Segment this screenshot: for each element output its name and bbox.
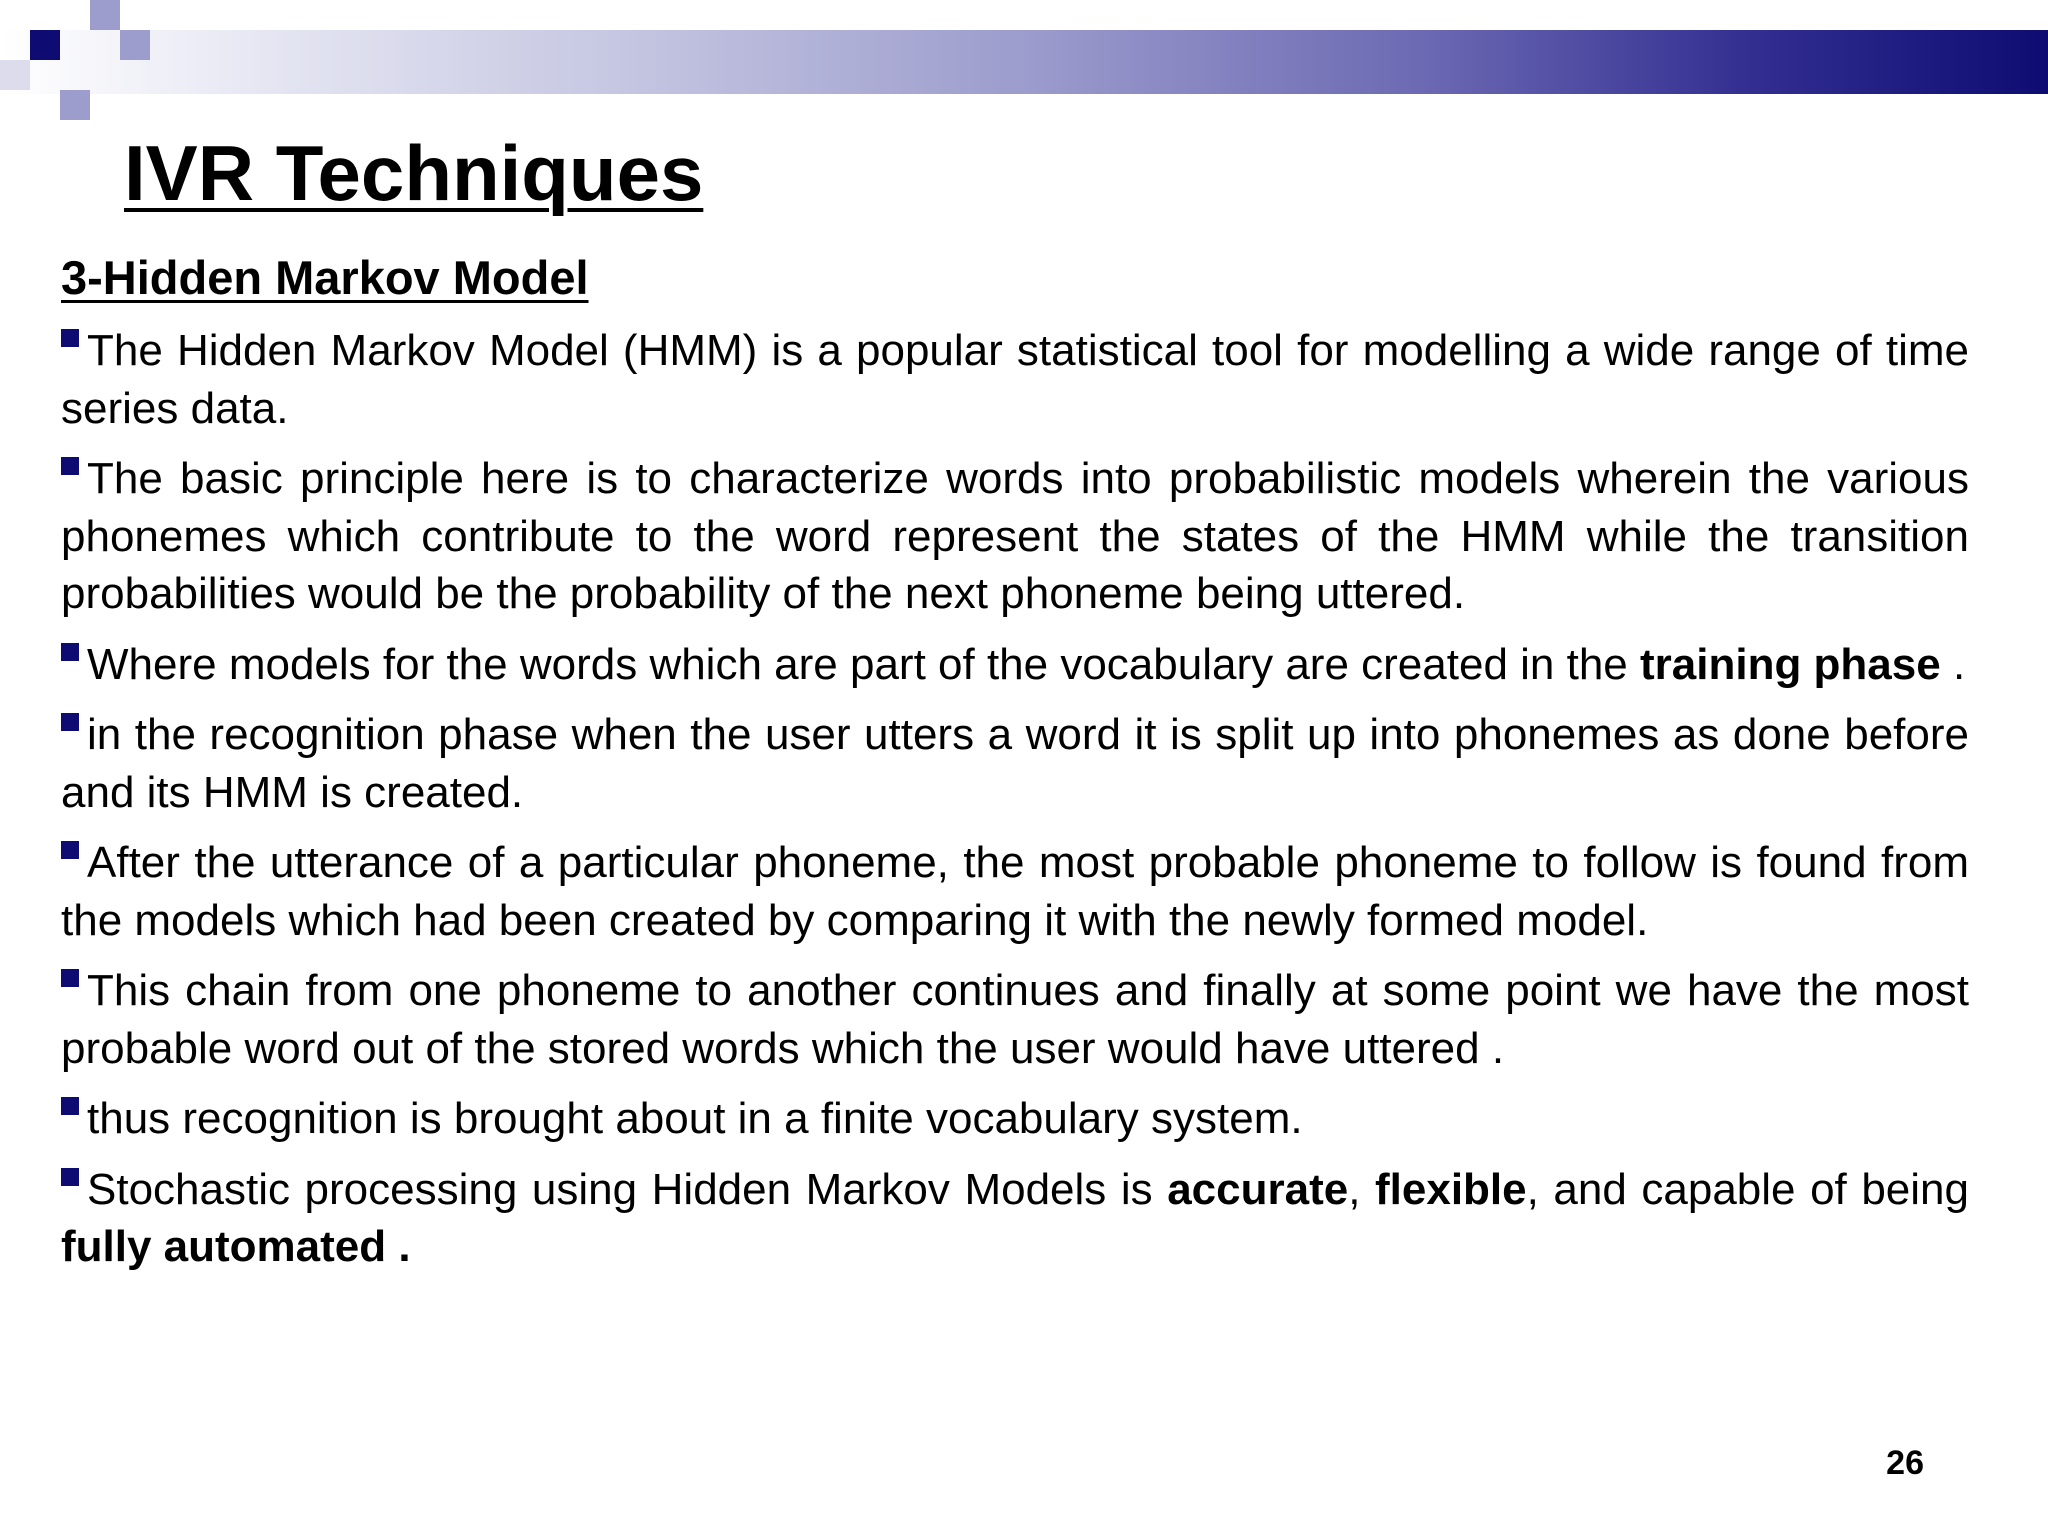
square-bullet-icon xyxy=(61,1168,79,1186)
header-gradient-band xyxy=(0,30,2048,94)
decorative-square xyxy=(120,30,150,60)
square-bullet-icon xyxy=(61,643,79,661)
emphasis-text: fully automated . xyxy=(61,1222,411,1271)
square-bullet-icon xyxy=(61,713,79,731)
square-bullet-icon xyxy=(61,329,79,347)
decorative-square xyxy=(0,60,30,90)
square-bullet-icon xyxy=(61,841,79,859)
bullet-item: The basic principle here is to characterize words into probabilistic models wherein the various phonemes which contribute to the word represent the states of the HMM while the transition probabilities would be the probability of the next phoneme being uttered. xyxy=(61,454,1969,618)
decorative-square xyxy=(60,90,90,120)
square-bullet-icon xyxy=(61,457,79,475)
bullet-item: in the recognition phase when the user utters a word it is split up into phonemes as done before and its HMM is created. xyxy=(61,710,1969,817)
bullet-item: The Hidden Markov Model (HMM) is a popular statistical tool for modelling a wide range of time series data. xyxy=(61,326,1969,433)
bullet-item: thus recognition is brought about in a finite vocabulary system. xyxy=(61,1090,1969,1148)
emphasis-text: training phase xyxy=(1640,639,1941,689)
emphasis-text: flexible xyxy=(1375,1164,1527,1214)
page-number: 26 xyxy=(1886,1444,1924,1482)
bullet-item: After the utterance of a particular phoneme, the most probable phoneme to follow is found from the models which had been created by comparing it with the newly formed model. xyxy=(61,838,1969,945)
emphasis-text: accurate xyxy=(1167,1164,1349,1214)
decorative-square xyxy=(90,0,120,30)
square-bullet-icon xyxy=(61,969,79,987)
decorative-square xyxy=(30,30,60,60)
bullet-item: This chain from one phoneme to another continues and finally at some point we have the most probable word out of the stored words which the user would have uttered . xyxy=(61,966,1969,1073)
slide-title: IVR Techniques xyxy=(124,129,704,217)
bullet-item: Where models for the words which are part of the vocabulary are created in the training phase . xyxy=(61,636,1969,694)
section-heading: 3-Hidden Markov Model xyxy=(61,251,589,304)
bullet-item: Stochastic processing using Hidden Markov Models is accurate, flexible, and capable of being fully automated . xyxy=(61,1164,1969,1271)
square-bullet-icon xyxy=(61,1097,79,1115)
bullet-list xyxy=(61,322,1969,1289)
